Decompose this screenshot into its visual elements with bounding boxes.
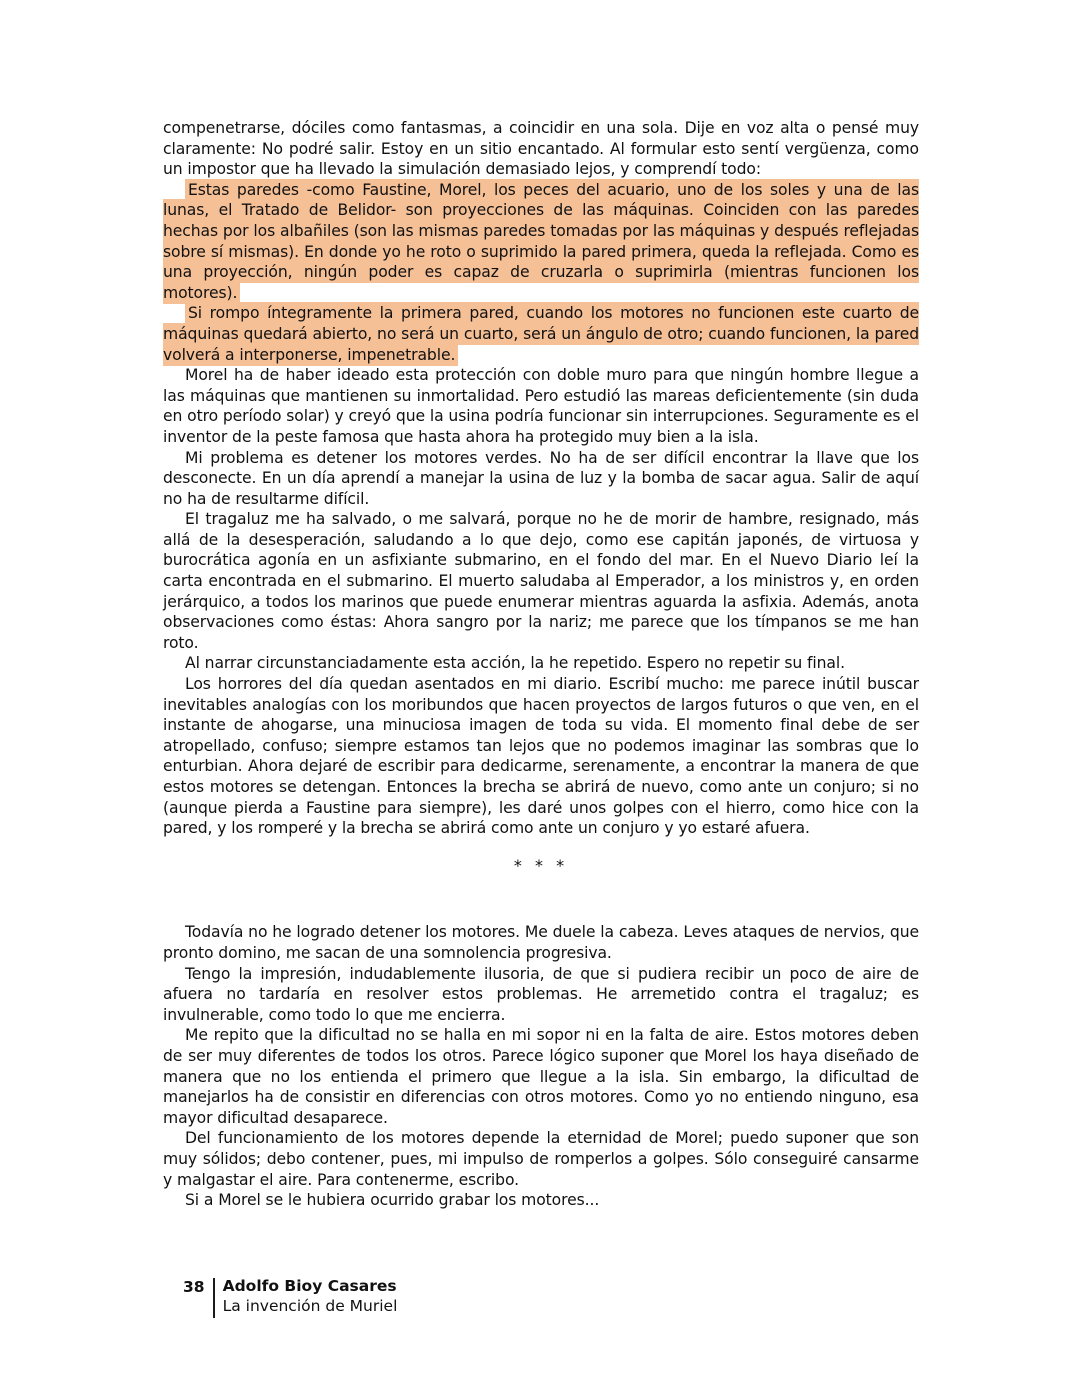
paragraph: Al narrar circunstanciadamente esta acción, la he repetido. Espero no repetir su final.	[185, 654, 845, 673]
paragraph: El tragaluz me ha salvado, o me salvará, porque no he de morir de hambre, resignado, más allá de la desesperación, saludando a lo que dejo, como ese capitán japonés, de virtuosa y burocrática agonía en un asfixiante submarino, en el fondo del mar. En el Nuevo Diario leí la carta encontrada en el submarino. El muerto saludaba al Emperador, a los ministros y, en orden jerárquico, a todos los marinos que puede enumerar mientras aguarda la asfixia. Además, anota observaciones como éstas: Ahora sangro por la nariz; me parece que los tímpanos se me han roto.	[163, 510, 919, 652]
paragraph: compenetrarse, dóciles como fantasmas, a coincidir en una sola. Dije en voz alta o pensé muy claramente: No podré salir. Estoy en un sitio encantado. Al formular esto sentí vergüenza, como un impostor que ha llevado la simulación demasiado lejos, y comprendí todo:	[163, 119, 919, 179]
paragraph: Tengo la impresión, indudablemente ilusoria, de que si pudiera recibir un poco de aire de afuera no tardaría en resolver estos problemas. He arremetido contra el tragaluz; es invulnerable, como todo lo que me encierra.	[163, 964, 919, 1024]
paragraph: Mi problema es detener los motores verdes. No ha de ser difícil encontrar la llave que los desconecte. En un día aprendí a manejar la usina de luz y la bomba de sacar agua. Salir de aquí no ha de resultarme difícil.	[163, 448, 919, 508]
paragraph: Me repito que la dificultad no se halla en mi sopor ni en la falta de aire. Estos motores deben de ser muy diferentes de todos los otros. Parece lógico suponer que Morel los haya diseñado de manera que no los entienda el primero que llegue a la isla. Sin embargo, la dificultad de manejarlos ha de consistir en diferencias con otros motores. Como yo no entiendo ninguno, esa mayor dificultad desaparece.	[163, 1026, 919, 1127]
paragraph	[163, 303, 919, 365]
page-footer	[183, 1276, 397, 1318]
page-number: 38	[183, 1278, 205, 1296]
footer-meta	[215, 1276, 398, 1318]
paragraph: Morel ha de haber ideado esta protección con doble muro para que ningún hombre llegue a las máquinas que mantienen su inmortalidad. Pero estudió las mareas deficientemente (sin duda en otro período solar) y creyó que la usina podría funcionar sin interrupciones. Seguramente es el inventor de la peste famosa que hasta ahora ha protegido muy bien a la isla.	[163, 366, 919, 446]
highlighted-text: Si rompo íntegramente la primera pared, cuando los motores no funcionen este cuarto de máquinas quedará abierto, no será un cuarto, será un ángulo de otro; cuando funcionen, la pared volverá a interponerse, impenetrable.	[163, 304, 919, 364]
paragraph: Del funcionamiento de los motores depende la eternidad de Morel; puedo suponer que son muy sólidos; debo contener, pues, mi impulso de romperlos a golpes. Sólo conseguiré cansarme y malgastar el aire. Para contenerme, escribo.	[163, 1129, 919, 1189]
section-separator: * * *	[513, 855, 569, 875]
author-name: Adolfo Bioy Casares	[222, 1277, 397, 1295]
highlighted-text: Estas paredes -como Faustine, Morel, los peces del acuario, uno de los soles y una de las lunas, el Tratado de Belidor- son proyecciones de las máquinas. Coinciden con las paredes hechas por los albañiles (son las mismas paredes tomadas por las máquinas y después reflejadas sobre sí mismas). En donde yo he roto o suprimido la pared primera, queda la reflejada. Como es una proyección, ningún poder es capaz de cruzarla o suprimirla (mientras funcionen los motores).	[163, 180, 919, 302]
text-column	[163, 118, 919, 1211]
paragraph: Si a Morel se le hubiera ocurrido grabar los motores...	[185, 1191, 600, 1210]
book-title: La invención de Muriel	[222, 1297, 398, 1315]
paragraph: Todavía no he logrado detener los motores. Me duele la cabeza. Leves ataques de nervios, que pronto domino, me sacan de una somnolencia progresiva.	[163, 923, 919, 962]
paragraph	[163, 180, 919, 304]
paragraph: Los horrores del día quedan asentados en mi diario. Escribí mucho: me parece inútil buscar inevitables analogías con los moribundos que hacen proyectos de largos futuros o que ven, en el instante de ahogarse, una minuciosa imagen de toda su vida. El momento final debe de ser atropellado, confuso; siempre estamos tan lejos que no podemos imaginar las sombras que lo enturbian. Ahora dejaré de escribir para dedicarme, serenamente, a encontrar la manera de que estos motores se detengan. Entonces la brecha se abrirá de nuevo, como ante un conjuro; si no (aunque pierda a Faustine para siempre), les daré unos golpes con el hierro, como hice con la pared, y los romperé y la brecha se abrirá como ante un conjuro y yo estaré afuera.	[163, 675, 919, 838]
